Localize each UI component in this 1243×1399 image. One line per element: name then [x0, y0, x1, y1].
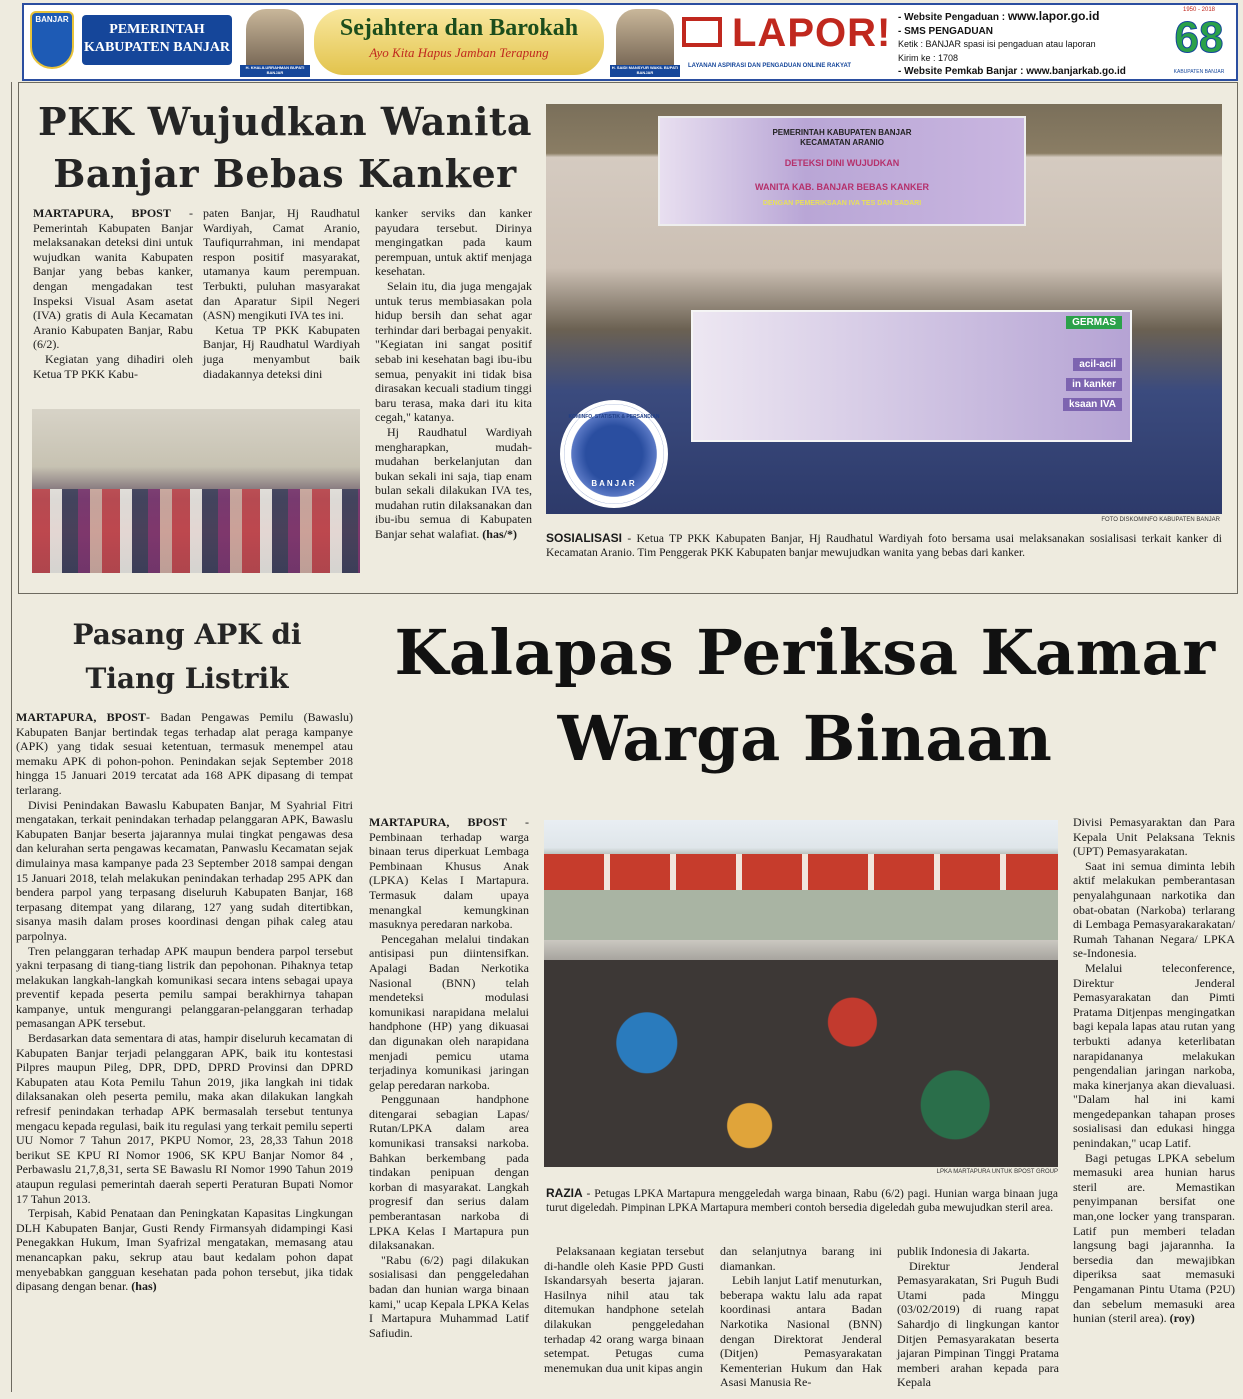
- article-1-para-5: kanker serviks dan kanker payudara tersebut. Dirinya mengingatkan pada kaum perempuan, untuk aktif menjaga kesehatan.: [375, 206, 532, 279]
- photo-courtyard: [544, 890, 1058, 940]
- anniversary-number: 68: [1174, 13, 1224, 62]
- info-sms-label: - SMS PENGADUAN: [898, 25, 994, 37]
- article-2-dateline: MARTAPURA, BPOST: [16, 710, 146, 724]
- article-1-para-6: Selain itu, dia juga mengajak untuk terus membiasakan pola hidup bersih dan sehat agar terhindar dari berbagai penyakit. "Kegiatan ini sangat positif sebab ini kesehatan bagi ibu-ibu semua, penyakit ini tidak bisa dirasakan kecuali stadium tinggi baru terasa, maka dari itu kita cegah," katanya.: [375, 278, 532, 425]
- government-label: [82, 15, 232, 65]
- info-pemkab-url: www.banjarkab.go.id: [1026, 66, 1126, 77]
- kominfo-banjar-seal-icon: [560, 400, 668, 508]
- article-1-photo-caption: [546, 531, 1222, 560]
- article-3-headline-line-2: Warga Binaan: [557, 702, 1053, 775]
- article-3-para-5: Pelaksanaan kegiatan tersebut di-handle oleh Kasie PPD Gusti Iskandarsyah beserta jajaran. Hasilnya nihil atau tak ditemukan handphone setelah dilakukan penggeledahan terhadap 42 orang warga binaan setempat. Petugas cuma menemukan dua unit kipas angin: [544, 1244, 704, 1375]
- article-3-column-1: [369, 815, 529, 1340]
- article-3-caption-label: RAZIA: [546, 1186, 583, 1200]
- article-1-caption-text: - Ketua TP PKK Kabupaten Banjar, Hj Raudhatul Wardiyah foto bersama usai melaksanakan sosialisasi terkait kanker di Kecamatan Aranio. Tim Penggerak PKK Kabupaten banjar mewujudkan wanita yang bebas dari kanker.: [546, 533, 1222, 559]
- slogan-subtitle: Ayo Kita Hapus Jamban Terapung: [369, 45, 549, 60]
- article-1-para-7: Hj Raudhatul Wardiyah mengharapkan, mudah-mudahan berkelanjutan dan bukan sekali ini saja, tiap enam bulan sekali dilakukan IVA tes, mudahan rutin dilaksanakan dan ibu-ibu semua di Kabupaten Banjar sehat walafiat.: [375, 424, 532, 542]
- lapor-tagline: LAYANAN ASPIRASI DAN PENGADUAN ONLINE RAKYAT: [688, 63, 852, 69]
- article-1-para-4: Ketua TP PKK Kabupaten Banjar, Hj Raudhatul Wardiyah juga menyambut baik diadakannya deteksi dini: [203, 322, 360, 381]
- article-3-para-7: Lebih lanjut Latif menuturkan, beberapa waktu lalu ada rapat koordinasi antara Badan Narkotika Nasional (BNN) dengan Direktorat Jenderal (Ditjen) Pemasyarakatan Kementerian Hukum dan Hak Asasi Manusia Re-: [720, 1273, 882, 1390]
- article-1-para-2: Kegiatan yang dihadiri oleh Ketua TP PKK Kabu-: [33, 351, 193, 381]
- page-edge-rule: [11, 82, 12, 1392]
- article-2-para-3: Tren pelanggaran terhadap APK maupun bendera parpol tersebut yakni terpasang di tiang-tiang listrik dan pepohonan. Pihaknya tetap melakukan langkah-langkah komunikasi secara intens sebagai upaya preventif kepada peserta pemilu sampai berakhirnya tahapan kampanye, untuk mengurangi pelanggaran-pelanggaran terhadap pemasangan APK tersebut.: [16, 943, 353, 1031]
- article-2-body: [16, 710, 353, 1294]
- article-1-column-2: [203, 206, 360, 381]
- vice-regent-portrait: [611, 9, 679, 77]
- article-3-column-3: [720, 1244, 882, 1390]
- article-1-group-photo: [32, 409, 360, 573]
- photo-banner-line-2: KECAMATAN ARANIO: [800, 138, 884, 147]
- photo-banner-line-5: DENGAN PEMERIKSAAN IVA TES DAN SADARI: [762, 200, 922, 207]
- photo-banner2-germas: GERMAS: [1066, 316, 1122, 329]
- article-3-para-3: Penggunaan handphone ditengarai sebagian Lapas/ Rutan/LPKA dalam area komunikasi transaksi narkoba. Bahkan berkembang pada tindakan penipuan dengan korban di masyarakat. Langkah progresif dan serius dalam pemberantasan narkoba di LPKA Kelas I Martapura pun dilaksanakan.: [369, 1092, 529, 1253]
- article-3-photo-credit: LPKA MARTAPURA UNTUK BPOST GROUP: [936, 1169, 1058, 1175]
- lapor-logo: [682, 11, 892, 77]
- article-3-para-13: Bagi petugas LPKA sebelum memasuki area hunian harus steril are. Memastikan penyimpanan bersifat one man,one locker yang transparan. Latif pun memberi teladan langsung bagi jajarannha. Ia bersedia dan mewajibkan diperiksa saat memasuki Pengamanan Pintu Utama (P2U) dan sebelum memasuki area hunian (steril area).: [1073, 1150, 1235, 1326]
- article-1-headline-line-2: Banjar Bebas Kanker: [53, 151, 517, 196]
- article-3-para-8: publik Indonesia di Jakarta.: [897, 1244, 1030, 1258]
- info-pemkab-label: - Website Pemkab Banjar :: [898, 66, 1027, 77]
- article-3-caption-text: - Petugas LPKA Martapura menggeledah warga binaan, Rabu (6/2) pagi. Hunian warga binaan juga turut digeledah. Pimpinan LPKA Martapura memberi contoh bersedia digeledah guba mewujudkan steril area.: [546, 1188, 1058, 1214]
- article-3-para-6: dan selanjutnya barang ini diamankan.: [720, 1244, 882, 1273]
- article-1-photo-credit: FOTO DISKOMINFO KABUPATEN BANJAR: [1101, 517, 1220, 523]
- photo-banner-line-4: WANITA KAB. BANJAR BEBAS KANKER: [754, 182, 929, 192]
- photo-banner-line-1: PEMERINTAH KABUPATEN BANJAR: [772, 128, 912, 137]
- gov-line-1: PEMERINTAH: [109, 22, 205, 37]
- article-2-para-4: Berdasarkan data sementara di atas, hampir diseluruh kecamatan di Kabupaten Banjar terjadi pelanggaran APK, baik itu kontestasi Pilpres maupun Pileg, DPR, DPD, DPRD Provinsi dan DPRD Kabupaten atau Kota Pemilu Tahun 2019, jika langkah ini tidak dilaksanakan oleh peserta pemilu, maka akan dilakukan langkah refresif penindakan terhadap APK bermasalah tersebut tentunya mengacu kepada regulasi, baik itu regulasi yang terkait pemilu seperti UU Nomor 7 Tahun 2017, PKPU Nomor, 23, 28,33 Tahun 2018 berikut SE KPU RI Nomor 1906, SK KPU Banjar Nomor 84 , Perbawaslu 21,7,8,31, serta SE Bawaslu RI Nomor 1990 Tahun 2019 ataupun regulasi pemerintah daerah seperti Peraturan Bupati Nomor 17 Tahun 2013.: [16, 1031, 353, 1206]
- article-1-para-3: paten Banjar, Hj Raudhatul Wardiyah, Camat Aranio, Taufiqurrahman, ini mendapat respon positif masyarakat, utamanya kaum perempuan. Terbukti, puluhan masyarakat dan Aparatur Sipil Negeri (ASN) mengikuti IVA tes ini.: [203, 206, 360, 323]
- lapor-wordmark: LAPOR!: [732, 11, 892, 55]
- article-3-column-4: [897, 1244, 1059, 1390]
- group-photo-people: [32, 489, 360, 573]
- article-2-para-2: Divisi Penindakan Bawaslu Kabupaten Banjar, M Syahrial Fitri mengatakan, terkait penindakan terhadap pelanggaran APK, Bawaslu Kabupaten Banjar beserta jajarannya mulai tingkat pengawas desa dan kelurahan serta pengawas kecamatan, Panwaslu Kecamatan sejak dimulainya masa kampanye pada 23 September 2018 sampai dengan 15 Januari 2018, telah melakukan penindakan terhadap 295 APK dan bendera parpol yang terpasang diseluruh Kabupaten Banjar, 168 terpasang ditempat yang dilarang, 127 yang sudah ditertibkan, sisanya masih dalam proses koordinasi dengan pihak caleg atau parpolnya.: [16, 797, 353, 943]
- article-3-para-2: Pencegahan melalui tindakan antisipasi pun diintensifkan. Apalagi Badan Nerkotika Nasional (BNN) telah mendeteksi modulasi komunikasi narapidana melalui handphone (HP) yang dikuasai dan digunakan oleh narapidana menjadi pemicu utama terjadinya komunikasi jaringan gelap peredaran narkoba.: [369, 931, 529, 1092]
- photo-banner-line-3: DETEKSI DINI WUJUDKAN: [784, 158, 900, 168]
- photo-banner2-text-a: acil-acil: [1073, 358, 1122, 371]
- article-1-dateline: MARTAPURA, BPOST: [33, 206, 171, 220]
- photo-building-roofs: [544, 854, 1058, 890]
- regent-caption: H. KHALILURRAHMAN BUPATI BANJAR: [240, 65, 310, 77]
- emblem-text: BANJAR: [35, 15, 69, 24]
- info-website-url: www.lapor.go.id: [1007, 9, 1100, 23]
- photo-second-banner: [691, 310, 1132, 442]
- article-3-column-2: [544, 1244, 704, 1375]
- article-3-para-12: Melalui teleconference, Direktur Jenderal Pemasyarakatan dan Pimti Pratama Ditjenpas mengingatkan bagi kepala lapas atau rutan yang terbukti adanya keterlibatan narapidananya melakukan pengendalian jaringan narkoba, maka kinerjanya akan dievaluasi. "Dalam hal ini kami mengedepankan tahapan proses sosialisasi dan edukasi hingga penindakan," ucap Latif.: [1073, 960, 1235, 1151]
- article-3-para-10: Divisi Pemasyaraktan dan Para Kepala Unit Pelaksana Teknis (UPT) Pemasyarakatan.: [1073, 815, 1235, 859]
- info-sms-number: Kirim ke : 1708: [898, 52, 959, 63]
- article-3-para-9: Direktur Jenderal Pemasyarakatan, Sri Puguh Budi Utami pada Minggu (03/02/2019) di ruang rapat Sahardjo di lingkungan kantor Ditjen Pemasyarakatan beserta jajaran Pimpinan Tinggi Pratama memberi arahan kepada para Kepala: [897, 1258, 1059, 1390]
- complaint-info: [898, 9, 1160, 79]
- article-3-headline-line-1: Kalapas Periksa Kamar: [394, 616, 1216, 689]
- article-3-signature: (roy): [1166, 1311, 1195, 1326]
- photo-banner2-text-c: ksaan IVA: [1063, 398, 1122, 411]
- article-2-para-1: - Badan Pengawas Pemilu (Bawaslu) Kabupaten Banjar bertindak tegas terhadap alat peraga kampanye (APK) yang tidak sesuai ketentuan, termasuk menempel atau memaku APK di pohon-pohon. Penindakan sejak September 2018 hingga 15 Januari 2019 tercatat ada 168 APK dipasang di tempat terlarang.: [16, 710, 353, 797]
- article-3-headline: [385, 610, 1225, 782]
- info-sms-format: Ketik : BANJAR spasi isi pengaduan atau laporan: [898, 39, 1096, 49]
- article-1-para-1: - Pemerintah Kabupaten Banjar melaksanakan deteksi dini untuk wujudkan wanita Kabupaten Banjar yang bebas kanker, dengan mengadakan test Inspeksi Visual Asam asetat (IVA) gratis di Aula Kecamatan Aranio Kabupaten Banjar, Rabu (6/2).: [33, 206, 193, 352]
- article-3-dateline: MARTAPURA, BPOST: [369, 815, 507, 829]
- article-1-column-1: [33, 206, 193, 381]
- slogan-panel: [314, 9, 604, 75]
- article-2-headline: [30, 613, 344, 701]
- article-3-photo-caption: [546, 1186, 1058, 1215]
- article-3-para-1: - Pembinaan terhadap warga binaan terus diperkuat Lembaga Pembinaan Khusus Anak (LPKA) Kelas I Martapura. Termasuk dalam upaya menangkal kemungkinan masuknya peredaran narkoba.: [369, 815, 529, 932]
- photo-banner2-text-b: in kanker: [1066, 378, 1122, 391]
- article-1-headline-line-1: PKK Wujudkan Wanita: [37, 99, 533, 144]
- article-1-column-3: [375, 206, 532, 542]
- banjar-regency-emblem-icon: [30, 11, 74, 69]
- article-3-para-11: Saat ini semua diminta lebih aktif melakukan pemberantasan penyalahgunaan narkotika dan obat-obatan (Narkoba) terlarang di Lembaga Pemasyarakarakatan/ Rumah Tahanan Negara/ LPKA se-Indonesia.: [1073, 858, 1235, 961]
- seal-top-text: KOMINFO, STATISTIK & PERSANDIAN: [568, 414, 660, 420]
- regent-portrait: [246, 9, 304, 77]
- article-2-para-5: Terpisah, Kabid Penataan dan Peningkatan Kapasitas Lingkungan DLH Kabupaten Banjar, Gusti Rendy Firmansyah didampingi Kasi Penegakkan Hukum, Iman Syafrizal mengatakan, memasang atau menancapkan paku, sekrup atau baut kedalam pohon dapat menyebabkan gangguan kesehatan pada pohon tersebut, jika tidak dipasang dengan benar.: [16, 1206, 353, 1294]
- photo-seated-inmates: [544, 960, 1058, 1167]
- article-3-photo: [544, 820, 1058, 1167]
- header-advertisement-banner: [22, 3, 1238, 81]
- anniversary-68-logo: [1162, 7, 1236, 77]
- article-1-signature: (has/*): [479, 527, 517, 542]
- anniversary-years: 1950 - 2018: [1182, 7, 1216, 13]
- article-3-column-5: [1073, 815, 1235, 1326]
- article-1-caption-label: SOSIALISASI: [546, 531, 623, 545]
- article-2-signature: (has): [128, 1279, 157, 1294]
- article-1-headline: [30, 96, 540, 200]
- speech-bubble-icon: [682, 17, 722, 47]
- seal-bottom-text: BANJAR: [591, 479, 637, 488]
- vice-regent-caption: H. SAIDI MANSYUR WAKIL BUPATI BANJAR: [611, 65, 679, 75]
- info-website-label: - Website Pengaduan :: [898, 12, 1008, 23]
- slogan-title: Sejahtera dan Barokah: [339, 15, 579, 41]
- anniversary-sub: KABUPATEN BANJAR: [1173, 69, 1225, 75]
- article-2-headline-line-2: Tiang Listrik: [85, 662, 289, 695]
- photo-event-banner: [658, 116, 1026, 226]
- article-2-headline-line-1: Pasang APK di: [72, 618, 302, 651]
- gov-line-2: KABUPATEN BANJAR: [83, 40, 231, 55]
- article-3-para-4: "Rabu (6/2) pagi dilakukan sosialisasi dan penggeledahan badan dan hunian warga binaan kami," ucap Kepala LPKA Kelas I Martapura Muhammad Latif Safiudin.: [369, 1252, 529, 1340]
